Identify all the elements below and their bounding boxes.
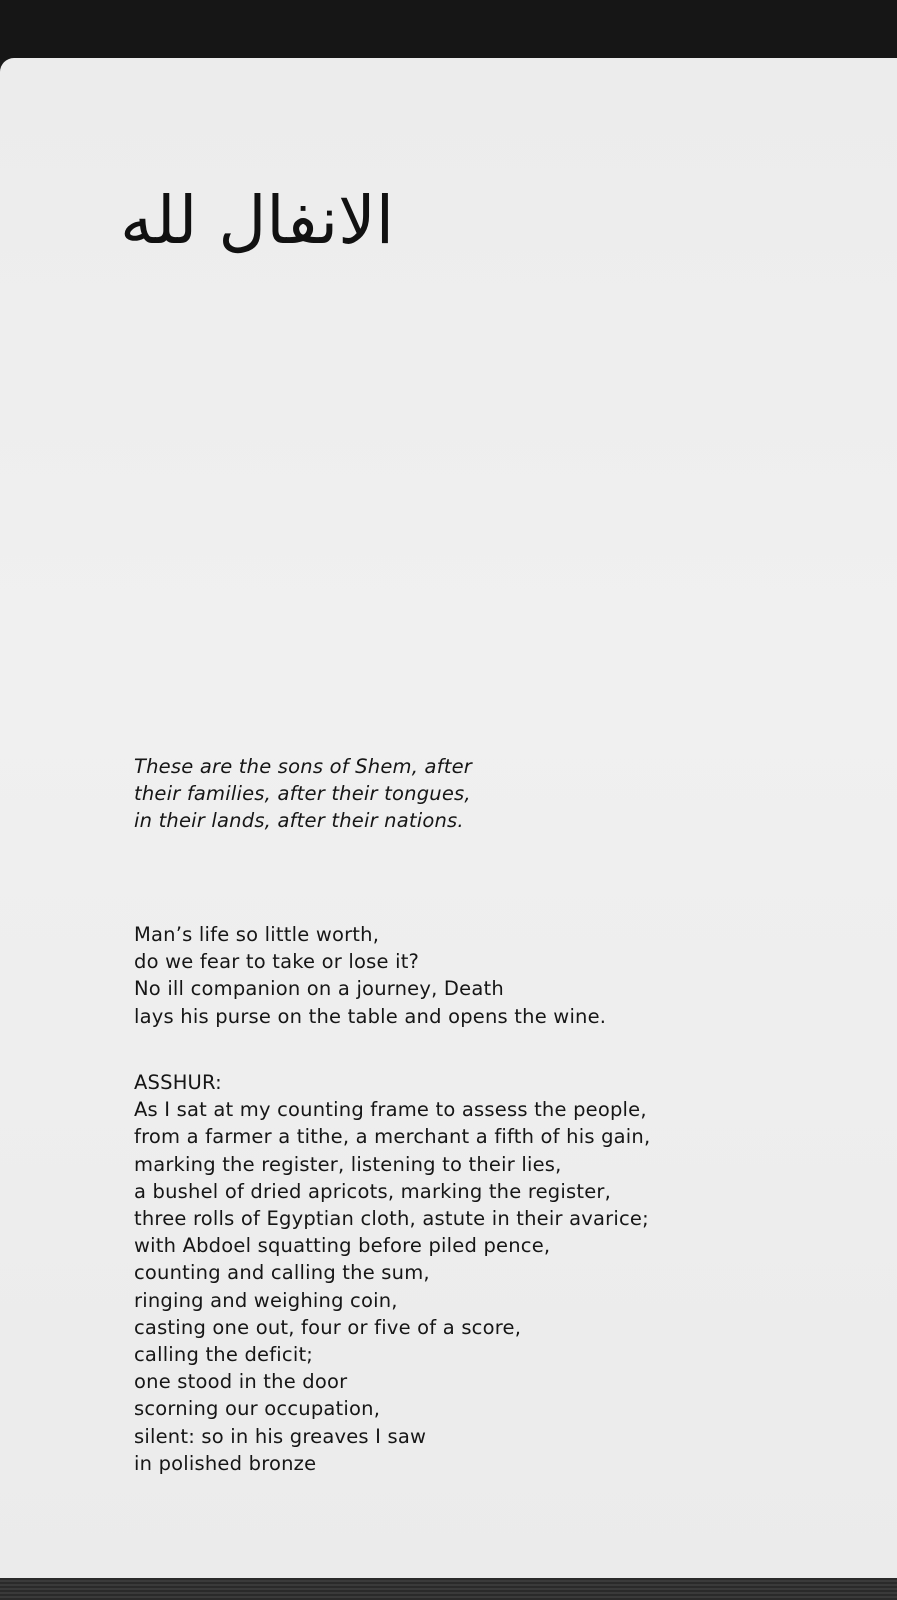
speech-line: counting and calling the sum, bbox=[134, 1261, 430, 1285]
scanner-top-edge bbox=[0, 0, 897, 60]
asshur-speech bbox=[134, 1069, 650, 1477]
speech-line: scorning our occupation, bbox=[134, 1397, 381, 1421]
speech-line: three rolls of Egyptian cloth, astute in their avarice; bbox=[134, 1207, 649, 1231]
speech-line: ringing and weighing coin, bbox=[134, 1288, 398, 1312]
stanza-line: Man’s life so little worth, bbox=[134, 923, 380, 946]
speech-line: As I sat at my counting frame to assess the people, bbox=[134, 1098, 647, 1122]
speech-line: a bushel of dried apricots, marking the register, bbox=[134, 1179, 612, 1203]
speech-line: one stood in the door bbox=[134, 1370, 348, 1394]
speech-line: marking the register, listening to their lies, bbox=[134, 1152, 562, 1176]
speech-line: casting one out, four or five of a score, bbox=[134, 1315, 522, 1339]
stanza-line: lays his purse on the table and opens the wine. bbox=[134, 1004, 607, 1028]
speech-line: from a farmer a tithe, a merchant a fifth of his gain, bbox=[134, 1125, 651, 1149]
stanza-line: No ill companion on a journey, Death bbox=[134, 977, 504, 1001]
epigraph-line: These are the sons of Shem, after bbox=[134, 755, 472, 778]
speaker-label: ASSHUR: bbox=[134, 1071, 222, 1094]
epigraph bbox=[134, 753, 472, 835]
speech-line: calling the deficit; bbox=[134, 1343, 314, 1367]
epigraph-line: in their lands, after their nations. bbox=[134, 809, 464, 833]
book-page bbox=[0, 58, 897, 1580]
opening-stanza bbox=[134, 921, 606, 1030]
speech-line: with Abdoel squatting before piled pence, bbox=[134, 1234, 551, 1258]
arabic-heading: الانفال لله bbox=[120, 182, 395, 259]
stanza-line: do we fear to take or lose it? bbox=[134, 950, 420, 974]
speech-line: silent: so in his greaves I saw bbox=[134, 1424, 427, 1448]
scanner-bottom-edge bbox=[0, 1578, 897, 1600]
speech-line: in polished bronze bbox=[134, 1451, 317, 1475]
epigraph-line: their families, after their tongues, bbox=[134, 782, 471, 806]
